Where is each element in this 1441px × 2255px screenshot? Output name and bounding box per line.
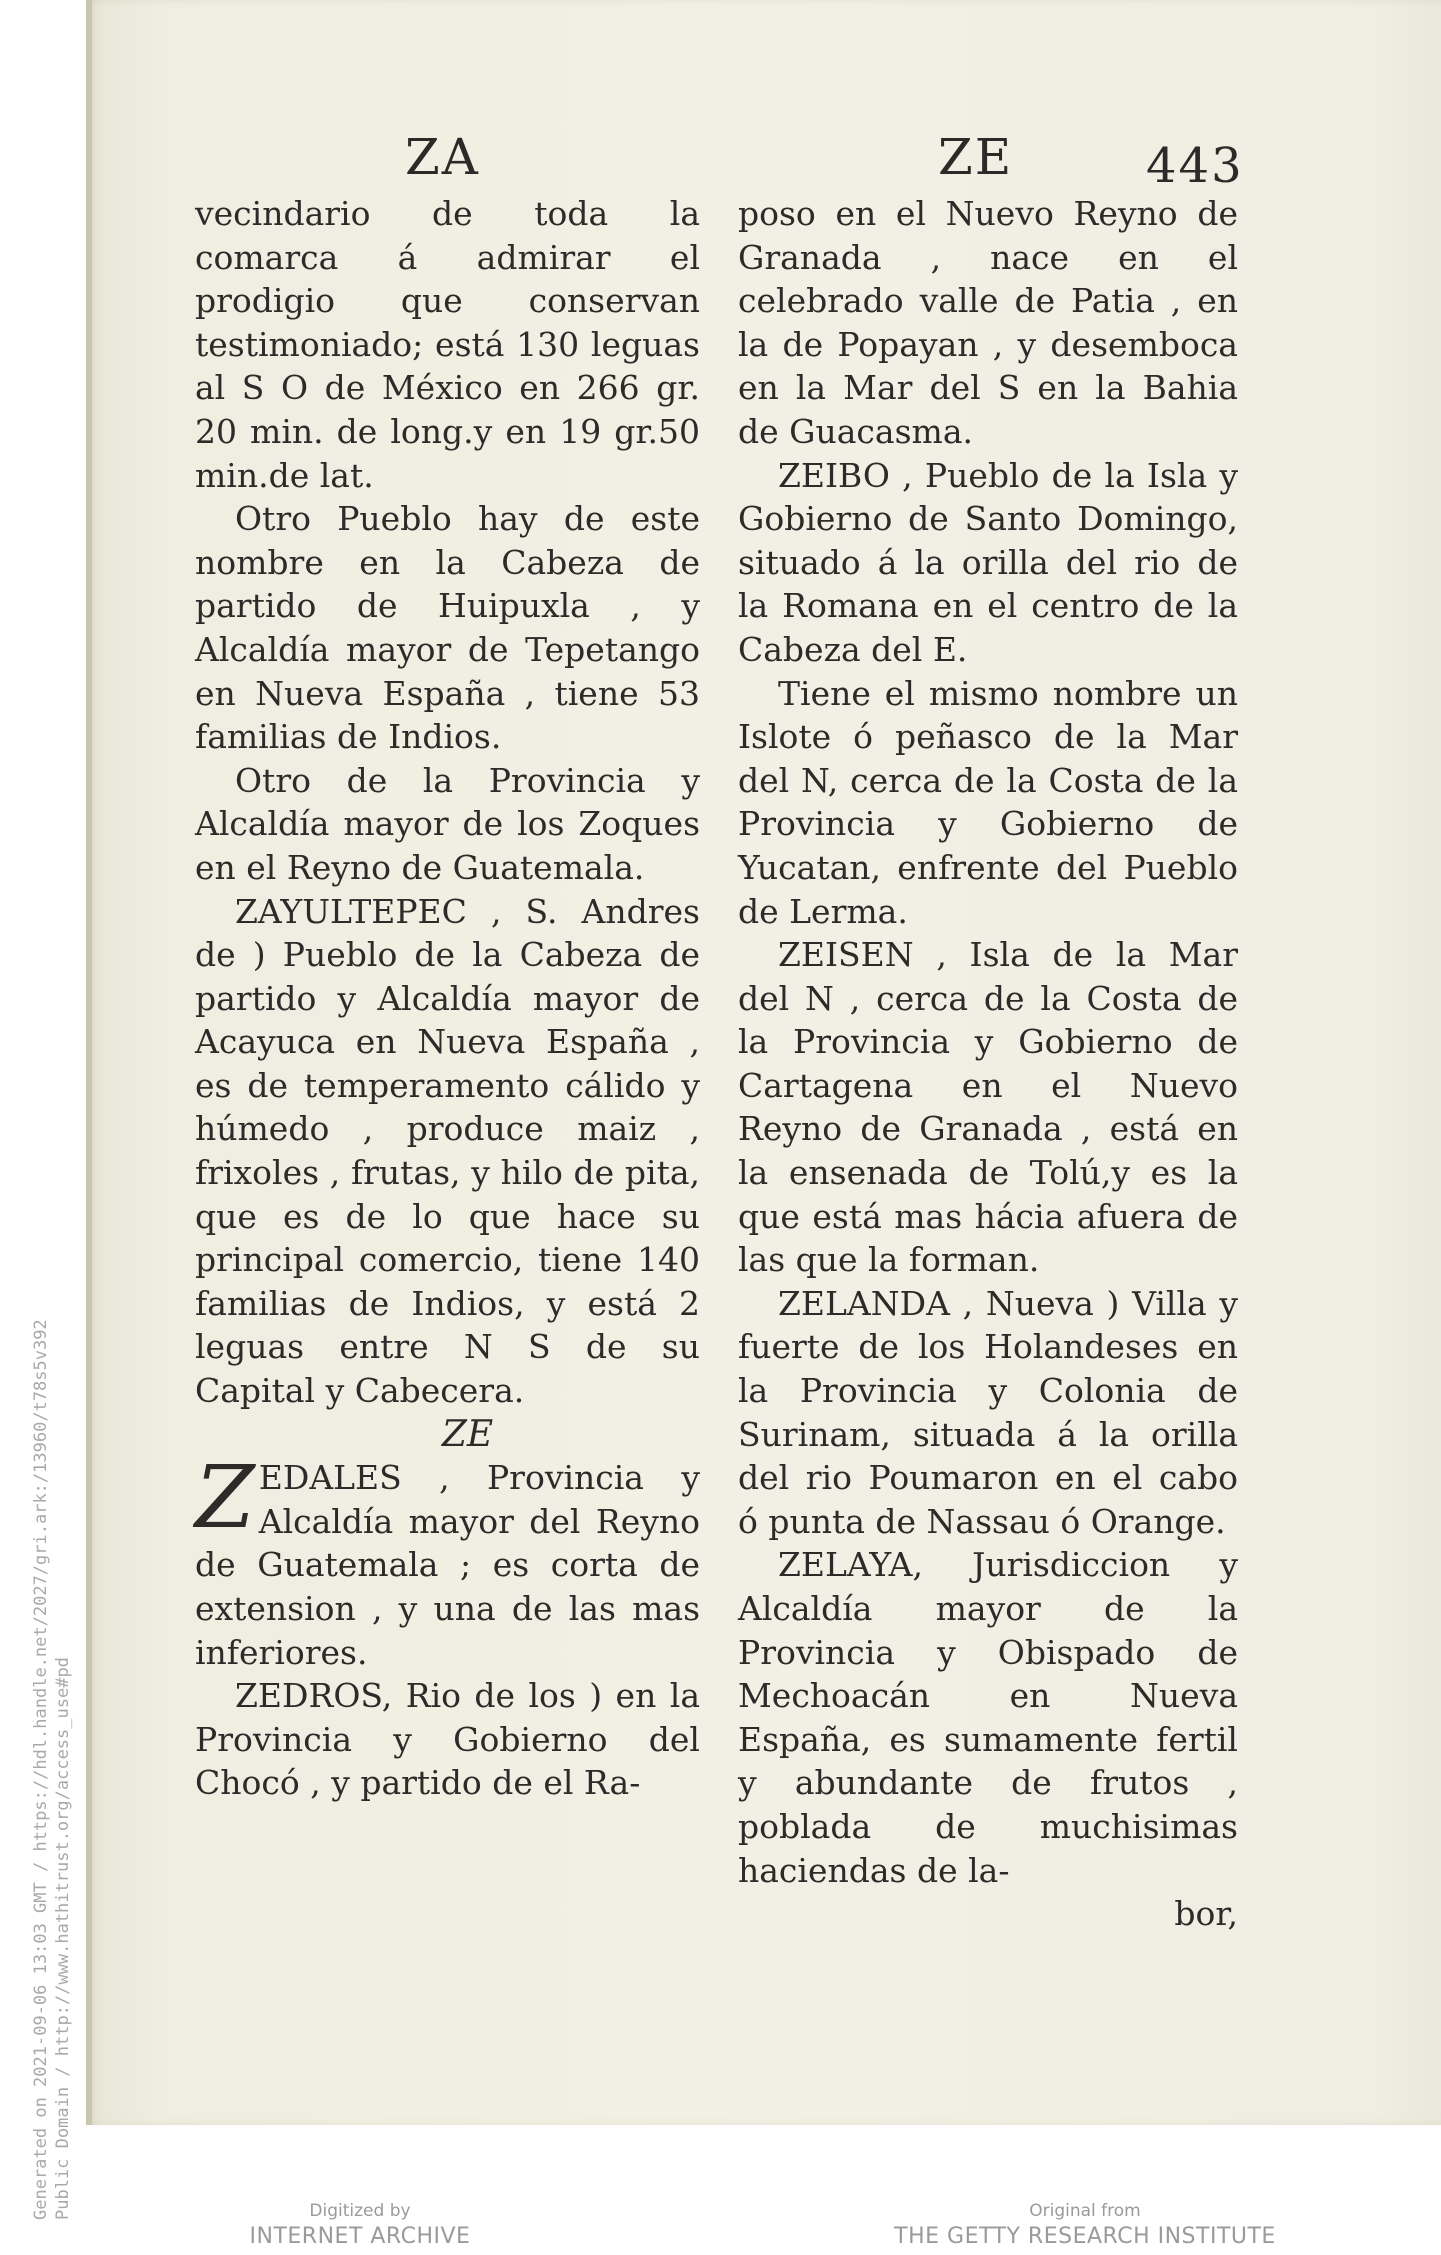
right-running-head: ZE — [938, 128, 1014, 186]
paragraph: Tiene el mismo nombre un Islote ó peñasco de la Mar del N, cerca de la Costa de la Provincia y Gobierno de Yucatan, enfrente del Pueblo de Lerma. — [738, 673, 1238, 931]
paragraph: ZEDROS, Rio de los ) en la Provincia y Gobierno del Chocó , y partido de el Ra- — [195, 1676, 700, 1803]
internet-archive-label: INTERNET ARCHIVE — [249, 2224, 471, 2249]
drop-cap: Z — [195, 1448, 255, 1549]
paragraph: ZELANDA , Nueva ) Villa y fuerte de los Holandeses en la Provincia y Colonia de Surinam, situada á la orilla del rio Poumaron en el cabo ó punta de Nassau ó Orange. — [738, 1283, 1238, 1541]
catchword: bor, — [1174, 1894, 1238, 1934]
getty-label: THE GETTY RESEARCH INSTITUTE — [894, 2224, 1276, 2249]
paragraph: ZELAYA, Jurisdiccion y Alcaldía mayor de la Provincia y Obispado de Mechoacán en Nueva España, es sumamente fertil y abundante de frutos , poblada de muchisimas haciendas de la- — [738, 1545, 1238, 1890]
paragraph: Otro Pueblo hay de este nombre en la Cabeza de partido de Huipuxla , y Alcaldía mayor de Tepetango en Nueva España , tiene 53 familias de Indios. — [195, 499, 700, 757]
right-column — [738, 192, 1238, 1936]
left-running-head: ZA — [405, 128, 480, 186]
footer — [0, 2200, 1441, 2255]
paragraph: ZAYULTEPEC , S. Andres de ) Pueblo de la Cabeza de partido y Alcaldía mayor de Acayuca en Nueva España , es de temperamento cálido y húmedo , produce maiz , frixoles , frutas, y hilo de pita, que es de lo que hace su principal comercio, tiene 140 familias de Indios, y está 2 leguas entre N S de su Capital y Cabecera. — [195, 891, 700, 1411]
original-from-credit — [880, 2200, 1290, 2252]
digitized-by-label: Digitized by — [309, 2201, 411, 2221]
left-column — [195, 192, 700, 1805]
original-from-label: Original from — [1029, 2201, 1141, 2221]
paragraph: ZEIBO , Pueblo de la Isla y Gobierno de Santo Domingo, situado á la orilla del rio de la Romana en el centro de la Cabeza del E. — [738, 455, 1238, 669]
running-header — [0, 128, 1441, 198]
paragraph: ZEISEN , Isla de la Mar del N , cerca de la Costa de la Provincia y Gobierno de Cartagena en el Nuevo Reyno de Granada , está en la ensenada de Tolú,y es la que está mas hácia afuera de las que la forman. — [738, 935, 1238, 1280]
hathitrust-watermark — [30, 1319, 74, 2220]
paragraph: Otro de la Provincia y Alcaldía mayor de los Zoques en el Reyno de Guatemala. — [195, 760, 700, 887]
section-heading: ZE — [441, 1413, 494, 1455]
watermark-line-rights: Public Domain / http://www.hathitrust.org/access_use#pd — [53, 1657, 73, 2220]
paragraph-with-dropcap — [195, 1448, 700, 1674]
watermark-line-generated: Generated on 2021-09-06 13:03 GMT / https://hdl.handle.net/2027/gri.ark:/13960/t78s5v392 — [31, 1319, 51, 2220]
page-binding-edge — [86, 0, 92, 2125]
page-number: 443 — [1146, 138, 1244, 194]
paragraph: poso en el Nuevo Reyno de Granada , nace en el celebrado valle de Patia , en la de Popayan , y desemboca en la Mar del S en la Bahia de Guacasma. — [738, 194, 1238, 451]
paragraph: vecindario de toda la comarca á admirar el prodigio que conservan testimoniado; está 130 leguas al S O de México en 266 gr. 20 min. de long.y en 19 gr.50 min.de lat. — [195, 194, 700, 495]
digitized-by-credit — [245, 2200, 475, 2252]
paragraph-text: EDALES , Provincia y Alcaldía mayor del Reyno de Guatemala ; es corta de extension , y una de las mas inferiores. — [195, 1458, 700, 1672]
